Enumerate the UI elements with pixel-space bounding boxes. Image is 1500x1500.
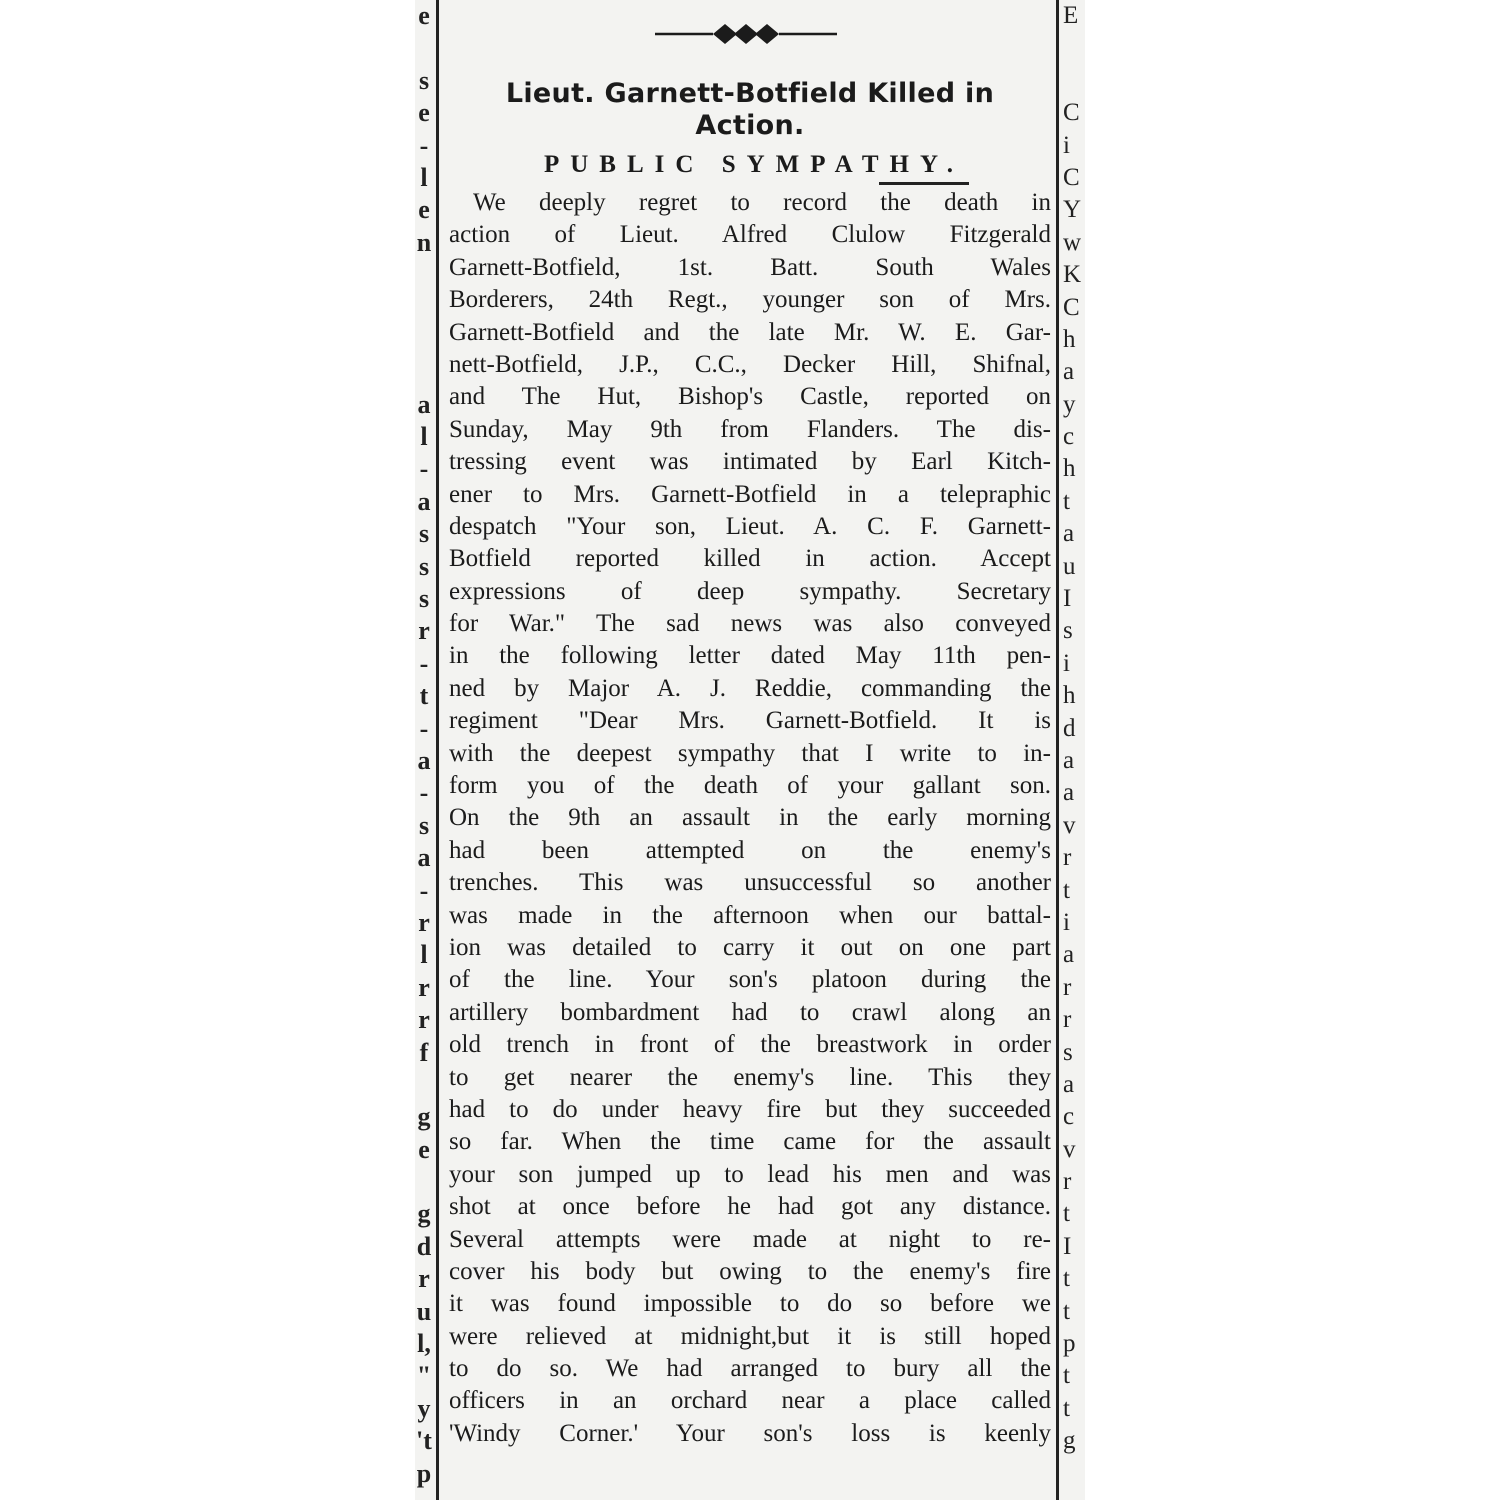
right-column-fragment: Y xyxy=(1063,196,1082,224)
right-column-fragment: i xyxy=(1063,908,1070,936)
right-column-fragment: a xyxy=(1063,358,1075,386)
right-column-fragment: i xyxy=(1063,131,1070,159)
right-column-fragment: K xyxy=(1063,261,1082,289)
right-column-fragment: p xyxy=(1063,1330,1076,1358)
right-column-fragment: a xyxy=(1063,746,1075,774)
article-line: ion was detailed to carry it out on one part xyxy=(449,933,1051,961)
left-column-fragment: e xyxy=(418,1134,430,1164)
article-line: artillery bombardment had to crawl along an xyxy=(449,998,1051,1026)
left-column-fragment: a xyxy=(417,389,431,419)
left-column-fragment: - xyxy=(419,454,429,484)
right-column-fragment: v xyxy=(1063,1135,1076,1163)
article-line: tressing event was intimated by Earl Kitch- xyxy=(449,448,1051,476)
left-column-fragment: l, xyxy=(417,1329,431,1359)
column-rule-right xyxy=(1056,0,1059,1500)
article-line: On the 9th an assault in the early morning xyxy=(449,804,1051,832)
right-column-fragment: t xyxy=(1063,1394,1070,1422)
article-line: were relieved at midnight,but it is still hoped xyxy=(449,1322,1051,1350)
article-line: your son jumped up to lead his men and was xyxy=(449,1160,1051,1188)
right-column-fragment: h xyxy=(1063,455,1076,483)
article-line: ener to Mrs. Garnett-Botfield in a telepraphic xyxy=(449,480,1051,508)
article-line: officers in an orchard near a place called xyxy=(449,1387,1051,1415)
right-column-fragment: a xyxy=(1063,1070,1075,1098)
right-column-fragment: a xyxy=(1063,779,1075,807)
left-column-fragment: p xyxy=(416,1458,432,1488)
left-column-fragment: l xyxy=(420,422,428,452)
left-column-fragment xyxy=(415,356,433,388)
left-column-fragment: n xyxy=(416,227,432,257)
right-column-fragment: C xyxy=(1063,99,1080,127)
left-column-fragment: 't xyxy=(416,1426,432,1456)
article-line: expressions of deep sympathy. Secretary xyxy=(449,577,1051,605)
article-line: so far. When the time came for the assault xyxy=(449,1128,1051,1156)
left-column-fragment xyxy=(415,1166,433,1198)
left-column-fragment: " xyxy=(416,1361,432,1391)
left-column-fragment: s xyxy=(418,551,430,581)
headline-line: Lieut. Garnett-Botfield Killed in xyxy=(505,78,995,109)
left-column-fragment: r xyxy=(418,907,430,937)
right-column-fragment: c xyxy=(1063,423,1075,451)
newspaper-scan xyxy=(415,0,1085,1500)
article-line: in the following letter dated May 11th pen- xyxy=(449,642,1051,670)
article-line: We deeply regret to record the death in xyxy=(473,189,1051,216)
article-line: of the line. Your son's platoon during the xyxy=(449,966,1051,994)
left-column-fragment: a xyxy=(417,843,431,873)
right-column-fragment: w xyxy=(1063,228,1082,256)
left-column-fragment: d xyxy=(416,1231,432,1261)
left-column-fragment: l xyxy=(420,940,428,970)
right-column-fragment: c xyxy=(1063,1103,1075,1131)
left-column-fragment xyxy=(415,32,433,64)
article-line: 'Windy Corner.' Your son's loss is keenly xyxy=(449,1419,1051,1447)
headline-line: Action. xyxy=(695,110,805,141)
right-column-fragment xyxy=(1063,32,1085,64)
right-column-fragment: I xyxy=(1063,1232,1072,1260)
article xyxy=(449,78,1051,1450)
right-column-fragment: r xyxy=(1063,973,1072,1001)
article-line: was made in the afternoon when our battal- xyxy=(449,901,1051,929)
right-column-fragment: I xyxy=(1063,585,1072,613)
article-line: nett-Botfield, J.P., C.C., Decker Hill, Shifnal, xyxy=(449,350,1051,378)
article-line: Borderers, 24th Regt., younger son of Mrs. xyxy=(449,286,1051,314)
right-column-fragment: y xyxy=(1063,390,1076,418)
right-column-fragment: C xyxy=(1063,163,1080,191)
right-column-fragment: u xyxy=(1063,552,1076,580)
article-line: to do so. We had arranged to bury all the xyxy=(449,1355,1051,1383)
left-column-fragment: r xyxy=(418,972,430,1002)
right-column-fragment: a xyxy=(1063,941,1075,969)
article-line: for War." The sad news was also conveyed xyxy=(449,610,1051,638)
right-column-fragments xyxy=(1063,0,1085,1458)
article-line: it was found impossible to do so before we xyxy=(449,1290,1051,1318)
article-line: action of Lieut. Alfred Clulow Fitzgerald xyxy=(449,221,1051,249)
right-column-fragment: s xyxy=(1063,617,1073,645)
right-column-fragment: r xyxy=(1063,844,1072,872)
article-line: had to do under heavy fire but they succeeded xyxy=(449,1095,1051,1123)
left-column-fragment: s xyxy=(418,65,430,95)
article-line: form you of the death of your gallant son. xyxy=(449,772,1051,800)
column-rule-left xyxy=(436,0,439,1500)
right-column-fragment: h xyxy=(1063,682,1076,710)
article-line: Garnett-Botfield and the late Mr. W. E. Gar- xyxy=(449,318,1051,346)
left-column-fragment: a xyxy=(417,486,431,516)
right-column-fragment: t xyxy=(1063,1265,1070,1293)
left-column-fragment: y xyxy=(417,1393,431,1423)
article-headline xyxy=(449,78,1051,142)
left-column-fragment: s xyxy=(418,810,430,840)
left-column-fragment xyxy=(415,292,433,324)
left-column-fragment: - xyxy=(419,778,429,808)
left-column-fragment: a xyxy=(417,745,431,775)
left-column-fragment: - xyxy=(419,713,429,743)
article-line: despatch "Your son, Lieut. A. C. F. Garnett- xyxy=(449,512,1051,540)
right-column-fragment: g xyxy=(1063,1427,1076,1455)
left-column-fragment: r xyxy=(418,1264,430,1294)
left-column-fragment: - xyxy=(419,875,429,905)
left-column-fragment: g xyxy=(417,1102,431,1132)
right-column-fragment: C xyxy=(1063,293,1080,321)
article-line: regiment "Dear Mrs. Garnett-Botfield. It is xyxy=(449,707,1051,735)
left-column-fragment: s xyxy=(418,584,430,614)
left-column-fragment: r xyxy=(418,1005,430,1035)
right-column-fragment: h xyxy=(1063,325,1076,353)
right-column-fragment: s xyxy=(1063,1038,1073,1066)
article-line: shot at once before he had got any distance. xyxy=(449,1193,1051,1221)
article-line: ned by Major A. J. Reddie, commanding the xyxy=(449,674,1051,702)
left-column-fragments xyxy=(415,0,433,1490)
right-column-fragment: t xyxy=(1063,487,1070,515)
right-column-fragment: r xyxy=(1063,1168,1072,1196)
left-column-fragment: e xyxy=(418,98,430,128)
left-column-fragment xyxy=(415,324,433,356)
article-subheading: PUBLIC SYMPATHY. xyxy=(543,151,964,178)
left-column-fragment: s xyxy=(418,519,430,549)
article-body xyxy=(449,187,1051,1450)
right-column-fragment: E xyxy=(1063,2,1079,29)
article-line: with the deepest sympathy that I write to in- xyxy=(449,739,1051,767)
right-column-fragment: d xyxy=(1063,714,1076,742)
article-line: Several attempts were made at night to re- xyxy=(449,1225,1051,1253)
ornament-divider xyxy=(655,20,837,48)
article-line: Botfield reported killed in action. Accept xyxy=(449,545,1051,573)
article-line: cover his body but owing to the enemy's fire xyxy=(449,1257,1051,1285)
left-column-fragment: e xyxy=(418,195,430,225)
left-column-fragment xyxy=(415,259,433,291)
article-line: Sunday, May 9th from Flanders. The dis- xyxy=(449,415,1051,443)
left-column-fragment: - xyxy=(419,648,429,678)
right-column-fragment: v xyxy=(1063,811,1076,839)
article-line: old trench in front of the breastwork in order xyxy=(449,1031,1051,1059)
left-column-fragment xyxy=(415,1069,433,1101)
right-column-fragment: r xyxy=(1063,1006,1072,1034)
article-line: and The Hut, Bishop's Castle, reported on xyxy=(449,383,1051,411)
article-line: trenches. This was unsuccessful so another xyxy=(449,869,1051,897)
right-column-fragment: t xyxy=(1063,876,1070,904)
right-column-fragment: t xyxy=(1063,1200,1070,1228)
right-column-fragment: a xyxy=(1063,520,1075,548)
left-column-fragment: - xyxy=(419,130,429,160)
left-column-fragment: g xyxy=(417,1199,431,1229)
left-column-fragment: e xyxy=(418,1,430,30)
right-column-fragment: t xyxy=(1063,1297,1070,1325)
left-column-fragment: f xyxy=(419,1037,429,1067)
left-column-fragment: l xyxy=(420,162,428,192)
right-column-fragment xyxy=(1063,65,1085,97)
left-column-fragment: u xyxy=(416,1296,432,1326)
left-column-fragment: t xyxy=(419,681,429,711)
left-column-fragment: r xyxy=(418,616,430,646)
right-column-fragment: i xyxy=(1063,649,1070,677)
article-line: Garnett-Botfield, 1st. Batt. South Wales xyxy=(449,253,1051,281)
subheading-rule xyxy=(879,182,969,185)
article-line: had been attempted on the enemy's xyxy=(449,836,1051,864)
right-column-fragment: t xyxy=(1063,1362,1070,1390)
article-line: to get nearer the enemy's line. This they xyxy=(449,1063,1051,1091)
